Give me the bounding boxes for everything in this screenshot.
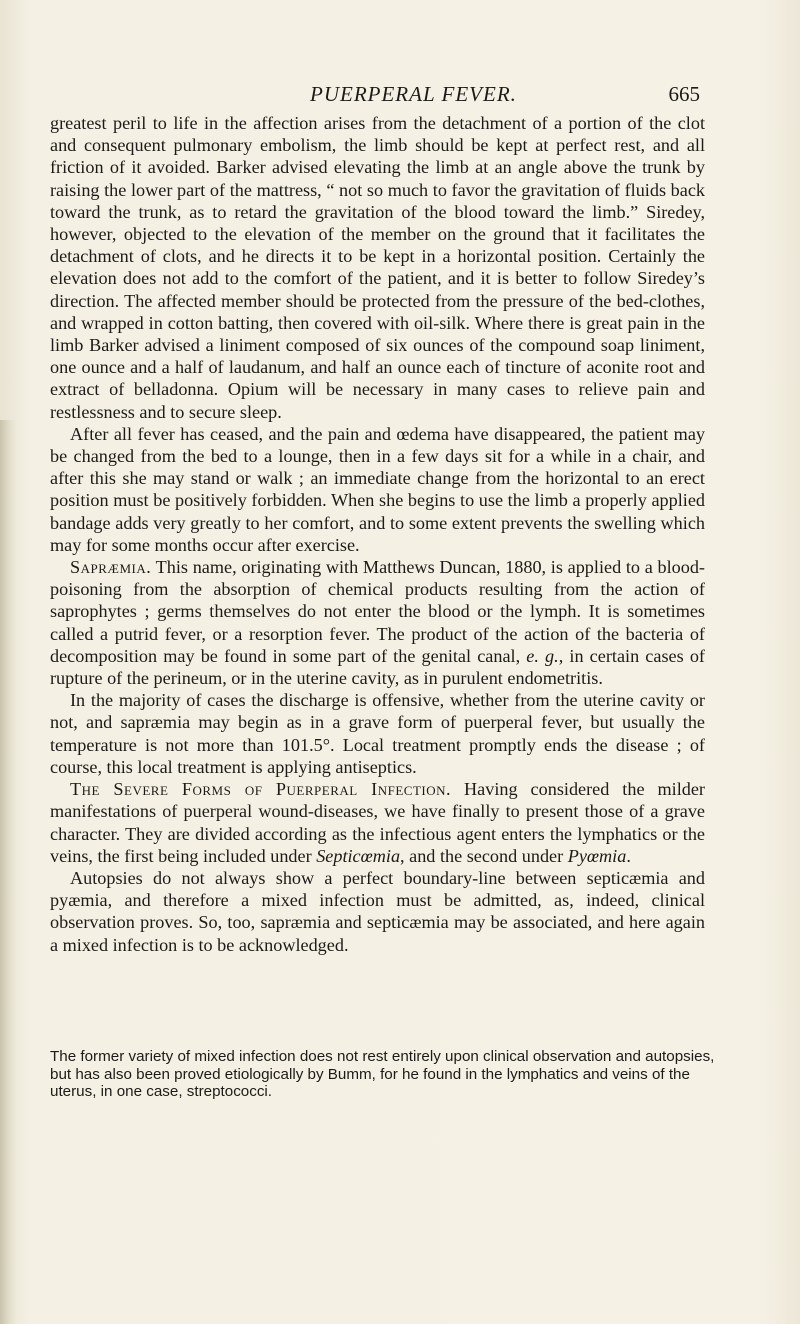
text-run: , in certain cases of rupture of the perineum, or in the uterine cavity, as in purulent endometritis. <box>50 645 705 689</box>
paragraph: greatest peril to life in the affection arises from the detachment of a portion of the clot and consequent pulmonary embolism, the limb should be kept at perfect rest, and all friction of it avoided. Barker advised elevating the limb at an angle above the trunk by raising the lower part of the mattress, “ not so much to favor the gravitation of fluids back toward the trunk, as to retard the gravitation of the blood toward the limb.” Siredey, however, objected to the elevation of the member on the ground that it facilitates the detachment of clots, and he directs it to be kept in a horizontal position. Certainly the elevation does not add to the comfort of the patient, and it is better to follow Siredey’s direction. The affected member should be protected from the pressure of the bed-clothes, and wrapped in cotton batting, then covered with oil-silk. Where there is great pain in the limb Barker advised a liniment composed of six ounces of the compound soap liniment, one ounce and a half of laudanum, and half an ounce each of tincture of aconite root and extract of belladonna. Opium will be necessary in many cases to relieve pain and restlessness and to secure sleep. <box>50 113 705 422</box>
main-text <box>50 112 705 956</box>
italic-text: e. g. <box>526 645 559 666</box>
text-run: . <box>626 845 631 866</box>
page-number: 665 <box>668 82 700 106</box>
page-gutter-shadow <box>0 420 16 1324</box>
paragraph <box>50 556 705 689</box>
section-heading-sapraemia: Sapræmia. <box>70 557 152 578</box>
footnote <box>50 1048 715 1101</box>
page-header <box>190 82 700 108</box>
paragraph: After all fever has ceased, and the pain and œdema have disappeared, the patient may be changed from the bed to a lounge, then in a few days sit for a while in a chair, and after this she may stand or walk ; an immediate change from the horizontal to an erect position must be positively forbidden. When she begins to use the limb a properly applied bandage adds very greatly to her comfort, and to some extent prevents the swelling which may for some months occur after exercise. <box>50 423 705 555</box>
footnote-text: The former variety of mixed infection does not rest entirely upon clinical observation and autopsies, but has also been proved etiologically by Bumm, for he found in the lymphatics and veins of the uterus, in one case, streptococci. <box>50 1048 715 1100</box>
paragraph <box>50 778 705 867</box>
italic-term-pyaemia: Pyœmia <box>567 845 627 866</box>
paragraph: Autopsies do not always show a perfect boundary-line between septicæmia and pyæmia, and therefore a mixed infection must be admitted, as, indeed, clinical observation proves. So, too, sapræmia and septicæmia may be associated, and here again a mixed infection is to be acknowledged. <box>50 867 705 955</box>
section-heading-severe-forms: The Severe Forms of Puerperal Infection. <box>70 779 452 800</box>
running-title: PUERPERAL FEVER. <box>310 82 517 106</box>
italic-term-septicaemia: Septicœmia <box>316 845 401 866</box>
text-run: , and the second under <box>400 845 568 866</box>
text-run: This name, originating with Matthews Duncan, 1880, is applied to a blood-poisoning from the absorption of chemical products resulting from the action of saprophytes ; germs themselves do not enter the blood or the lymph. It is sometimes called a putrid fever, or a resorption fever. The product of the action of the bacteria of decomposition may be found in some part of the genital canal, <box>50 557 705 666</box>
paragraph: In the majority of cases the discharge is offensive, whether from the uterine cavity or not, and sapræmia may begin as in a grave form of puerperal fever, but usually the temperature is not more than 101.5°. Local treatment promptly ends the disease ; of course, this local treatment is applying antiseptics. <box>50 690 705 777</box>
text-run: Having considered the milder manifestations of puerperal wound-diseases, we have finally to present those of a grave character. They are divided according as the infectious agent enters the lymphatics or the veins, the first being included under <box>50 779 705 866</box>
